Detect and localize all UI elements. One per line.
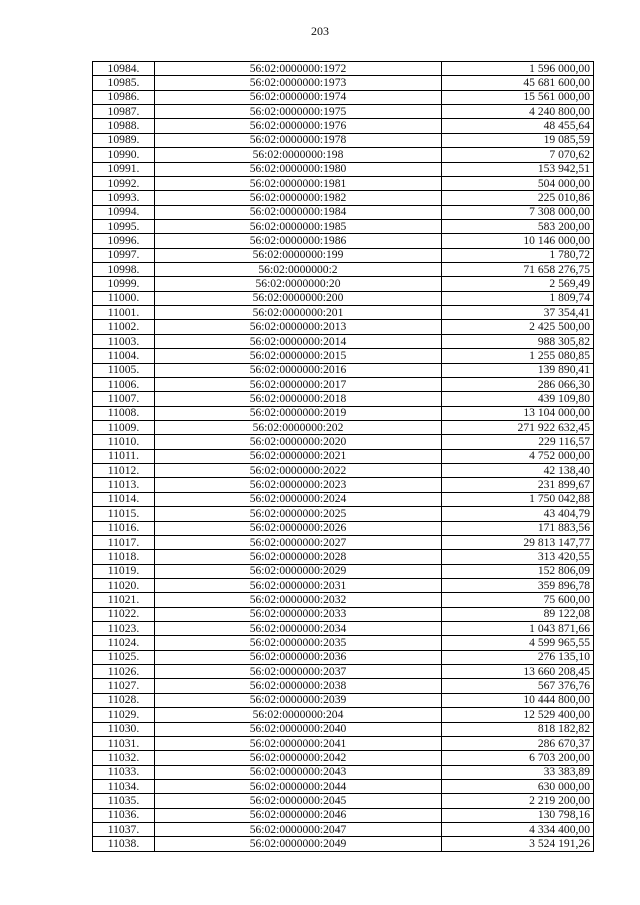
cadastral-number: 56:02:0000000:2029: [155, 564, 442, 578]
table-row: [93, 105, 594, 119]
cadastral-value: 4 599 965,55: [442, 636, 594, 650]
cadastral-number: 56:02:0000000:20: [155, 277, 442, 291]
cadastral-number: 56:02:0000000:1976: [155, 119, 442, 133]
cadastral-number: 56:02:0000000:2025: [155, 507, 442, 521]
row-number: 10991.: [93, 162, 155, 176]
cadastral-number: 56:02:0000000:1984: [155, 205, 442, 219]
row-number: 11016.: [93, 521, 155, 535]
table-row: [93, 363, 594, 377]
table-row: [93, 306, 594, 320]
row-number: 11035.: [93, 794, 155, 808]
row-number: 11021.: [93, 593, 155, 607]
cadastral-number: 56:02:0000000:2018: [155, 392, 442, 406]
cadastral-value: 1 750 042,88: [442, 492, 594, 506]
cadastral-value: 271 922 632,45: [442, 420, 594, 434]
table-row: [93, 736, 594, 750]
row-number: 11014.: [93, 492, 155, 506]
row-number: 11034.: [93, 779, 155, 793]
table-row: [93, 349, 594, 363]
cadastral-number: 56:02:0000000:2044: [155, 779, 442, 793]
cadastral-number: 56:02:0000000:1978: [155, 133, 442, 147]
row-number: 11001.: [93, 306, 155, 320]
row-number: 10985.: [93, 76, 155, 90]
table-row: [93, 708, 594, 722]
cadastral-value: 1 255 080,85: [442, 349, 594, 363]
cadastral-value: 42 138,40: [442, 464, 594, 478]
cadastral-number: 56:02:0000000:2039: [155, 693, 442, 707]
cadastral-number: 56:02:0000000:198: [155, 148, 442, 162]
row-number: 11017.: [93, 535, 155, 549]
cadastral-number: 56:02:0000000:202: [155, 420, 442, 434]
row-number: 11015.: [93, 507, 155, 521]
row-number: 10989.: [93, 133, 155, 147]
cadastral-value: 89 122,08: [442, 607, 594, 621]
cadastral-number: 56:02:0000000:2049: [155, 837, 442, 851]
row-number: 11029.: [93, 708, 155, 722]
row-number: 11024.: [93, 636, 155, 650]
cadastral-number: 56:02:0000000:2035: [155, 636, 442, 650]
cadastral-value: 71 658 276,75: [442, 263, 594, 277]
cadastral-number: 56:02:0000000:1980: [155, 162, 442, 176]
cadastral-value: 276 135,10: [442, 650, 594, 664]
cadastral-number: 56:02:0000000:1981: [155, 176, 442, 190]
table-row: [93, 449, 594, 463]
cadastral-value: 33 383,89: [442, 765, 594, 779]
table-row: [93, 521, 594, 535]
table-row: [93, 478, 594, 492]
cadastral-value: 2 219 200,00: [442, 794, 594, 808]
table-row: [93, 76, 594, 90]
cadastral-number: 56:02:0000000:2021: [155, 449, 442, 463]
row-number: 11009.: [93, 420, 155, 434]
table-body: [93, 62, 594, 852]
cadastral-value: 225 010,86: [442, 191, 594, 205]
cadastral-number: 56:02:0000000:201: [155, 306, 442, 320]
row-number: 11033.: [93, 765, 155, 779]
row-number: 10995.: [93, 219, 155, 233]
row-number: 11004.: [93, 349, 155, 363]
table-row: [93, 607, 594, 621]
row-number: 11026.: [93, 665, 155, 679]
cadastral-value: 153 942,51: [442, 162, 594, 176]
cadastral-number: 56:02:0000000:1973: [155, 76, 442, 90]
cadastral-value: 43 404,79: [442, 507, 594, 521]
table-row: [93, 823, 594, 837]
table-row: [93, 176, 594, 190]
row-number: 11022.: [93, 607, 155, 621]
cadastral-value: 359 896,78: [442, 578, 594, 592]
row-number: 10999.: [93, 277, 155, 291]
table-row: [93, 263, 594, 277]
cadastral-value: 10 146 000,00: [442, 234, 594, 248]
table-row: [93, 650, 594, 664]
table-row: [93, 320, 594, 334]
cadastral-value: 286 066,30: [442, 377, 594, 391]
cadastral-value: 48 455,64: [442, 119, 594, 133]
cadastral-value: 45 681 600,00: [442, 76, 594, 90]
cadastral-number: 56:02:0000000:2028: [155, 550, 442, 564]
row-number: 10998.: [93, 263, 155, 277]
table-row: [93, 90, 594, 104]
table-row: [93, 550, 594, 564]
cadastral-value: 583 200,00: [442, 219, 594, 233]
table-row: [93, 277, 594, 291]
cadastral-number: 56:02:0000000:2034: [155, 622, 442, 636]
table-row: [93, 464, 594, 478]
cadastral-value: 229 116,57: [442, 435, 594, 449]
row-number: 11020.: [93, 578, 155, 592]
cadastral-value: 2 569,49: [442, 277, 594, 291]
table-row: [93, 765, 594, 779]
table-row: [93, 722, 594, 736]
table-row: [93, 248, 594, 262]
row-number: 11005.: [93, 363, 155, 377]
row-number: 11036.: [93, 808, 155, 822]
cadastral-number: 56:02:0000000:2038: [155, 679, 442, 693]
table-row: [93, 593, 594, 607]
cadastral-number: 56:02:0000000:2016: [155, 363, 442, 377]
table-row: [93, 492, 594, 506]
cadastral-number: 56:02:0000000:1985: [155, 219, 442, 233]
cadastral-number: 56:02:0000000:2045: [155, 794, 442, 808]
cadastral-number: 56:02:0000000:2040: [155, 722, 442, 736]
row-number: 11002.: [93, 320, 155, 334]
cadastral-value: 13 660 208,45: [442, 665, 594, 679]
cadastral-number: 56:02:0000000:2047: [155, 823, 442, 837]
row-number: 11000.: [93, 291, 155, 305]
table-row: [93, 291, 594, 305]
cadastral-number: 56:02:0000000:2036: [155, 650, 442, 664]
cadastral-value: 1 780,72: [442, 248, 594, 262]
row-number: 10988.: [93, 119, 155, 133]
cadastral-number: 56:02:0000000:2019: [155, 406, 442, 420]
row-number: 11010.: [93, 435, 155, 449]
cadastral-value: 4 334 400,00: [442, 823, 594, 837]
cadastral-number: 56:02:0000000:2020: [155, 435, 442, 449]
table-row: [93, 119, 594, 133]
row-number: 10984.: [93, 62, 155, 76]
cadastral-value: 152 806,09: [442, 564, 594, 578]
cadastral-number: 56:02:0000000:2014: [155, 334, 442, 348]
row-number: 11013.: [93, 478, 155, 492]
row-number: 10992.: [93, 176, 155, 190]
cadastral-number: 56:02:0000000:204: [155, 708, 442, 722]
table-row: [93, 377, 594, 391]
cadastral-number: 56:02:0000000:2023: [155, 478, 442, 492]
cadastral-value: 1 596 000,00: [442, 62, 594, 76]
cadastral-value: 6 703 200,00: [442, 751, 594, 765]
row-number: 11038.: [93, 837, 155, 851]
cadastral-value: 1 043 871,66: [442, 622, 594, 636]
table-row: [93, 679, 594, 693]
table-row: [93, 564, 594, 578]
cadastral-value: 15 561 000,00: [442, 90, 594, 104]
table-row: [93, 535, 594, 549]
cadastral-value: 2 425 500,00: [442, 320, 594, 334]
cadastral-value: 3 524 191,26: [442, 837, 594, 851]
table-row: [93, 420, 594, 434]
cadastral-number: 56:02:0000000:2017: [155, 377, 442, 391]
table-row: [93, 162, 594, 176]
row-number: 11027.: [93, 679, 155, 693]
cadastral-number: 56:02:0000000:2024: [155, 492, 442, 506]
cadastral-value: 818 182,82: [442, 722, 594, 736]
row-number: 11019.: [93, 564, 155, 578]
cadastral-value: 139 890,41: [442, 363, 594, 377]
table-row: [93, 148, 594, 162]
row-number: 11023.: [93, 622, 155, 636]
table-row: [93, 507, 594, 521]
cadastral-number: 56:02:0000000:1975: [155, 105, 442, 119]
row-number: 10987.: [93, 105, 155, 119]
row-number: 11012.: [93, 464, 155, 478]
row-number: 10986.: [93, 90, 155, 104]
cadastral-value-table: [92, 61, 594, 852]
cadastral-value: 4 752 000,00: [442, 449, 594, 463]
table-row: [93, 191, 594, 205]
table-row: [93, 578, 594, 592]
table-row: [93, 622, 594, 636]
table-row: [93, 751, 594, 765]
table-row: [93, 219, 594, 233]
cadastral-value: 7 308 000,00: [442, 205, 594, 219]
table-row: [93, 62, 594, 76]
table-row: [93, 665, 594, 679]
cadastral-value: 988 305,82: [442, 334, 594, 348]
row-number: 10997.: [93, 248, 155, 262]
table-row: [93, 636, 594, 650]
cadastral-value: 37 354,41: [442, 306, 594, 320]
cadastral-value: 313 420,55: [442, 550, 594, 564]
row-number: 11007.: [93, 392, 155, 406]
cadastral-number: 56:02:0000000:2026: [155, 521, 442, 535]
cadastral-number: 56:02:0000000:2041: [155, 736, 442, 750]
row-number: 11006.: [93, 377, 155, 391]
row-number: 11025.: [93, 650, 155, 664]
row-number: 10996.: [93, 234, 155, 248]
table-row: [93, 334, 594, 348]
cadastral-number: 56:02:0000000:2015: [155, 349, 442, 363]
cadastral-value: 1 809,74: [442, 291, 594, 305]
row-number: 11030.: [93, 722, 155, 736]
cadastral-number: 56:02:0000000:2013: [155, 320, 442, 334]
cadastral-value: 171 883,56: [442, 521, 594, 535]
table-row: [93, 779, 594, 793]
cadastral-value: 13 104 000,00: [442, 406, 594, 420]
cadastral-number: 56:02:0000000:1982: [155, 191, 442, 205]
cadastral-number: 56:02:0000000:2043: [155, 765, 442, 779]
cadastral-number: 56:02:0000000:199: [155, 248, 442, 262]
cadastral-value: 630 000,00: [442, 779, 594, 793]
row-number: 11003.: [93, 334, 155, 348]
cadastral-number: 56:02:0000000:2046: [155, 808, 442, 822]
cadastral-number: 56:02:0000000:2031: [155, 578, 442, 592]
table-row: [93, 205, 594, 219]
row-number: 10990.: [93, 148, 155, 162]
cadastral-value: 10 444 800,00: [442, 693, 594, 707]
cadastral-value: 286 670,37: [442, 736, 594, 750]
cadastral-number: 56:02:0000000:2042: [155, 751, 442, 765]
cadastral-value: 29 813 147,77: [442, 535, 594, 549]
row-number: 11032.: [93, 751, 155, 765]
cadastral-value: 12 529 400,00: [442, 708, 594, 722]
table-row: [93, 234, 594, 248]
table-row: [93, 808, 594, 822]
cadastral-number: 56:02:0000000:1974: [155, 90, 442, 104]
row-number: 11018.: [93, 550, 155, 564]
table-row: [93, 406, 594, 420]
cadastral-number: 56:02:0000000:1986: [155, 234, 442, 248]
cadastral-value: 75 600,00: [442, 593, 594, 607]
cadastral-value: 439 109,80: [442, 392, 594, 406]
cadastral-number: 56:02:0000000:2037: [155, 665, 442, 679]
table-row: [93, 435, 594, 449]
cadastral-number: 56:02:0000000:200: [155, 291, 442, 305]
cadastral-value: 567 376,76: [442, 679, 594, 693]
table-row: [93, 837, 594, 851]
row-number: 10993.: [93, 191, 155, 205]
table-row: [93, 693, 594, 707]
cadastral-number: 56:02:0000000:2027: [155, 535, 442, 549]
cadastral-value: 19 085,59: [442, 133, 594, 147]
cadastral-value: 4 240 800,00: [442, 105, 594, 119]
cadastral-number: 56:02:0000000:2032: [155, 593, 442, 607]
table-row: [93, 133, 594, 147]
table-row: [93, 794, 594, 808]
page-number: 203: [311, 24, 329, 38]
cadastral-value: 130 798,16: [442, 808, 594, 822]
row-number: 11011.: [93, 449, 155, 463]
cadastral-number: 56:02:0000000:2033: [155, 607, 442, 621]
cadastral-value: 504 000,00: [442, 176, 594, 190]
row-number: 11028.: [93, 693, 155, 707]
cadastral-number: 56:02:0000000:2022: [155, 464, 442, 478]
table-row: [93, 392, 594, 406]
row-number: 11008.: [93, 406, 155, 420]
cadastral-value: 231 899,67: [442, 478, 594, 492]
cadastral-number: 56:02:0000000:2: [155, 263, 442, 277]
row-number: 11037.: [93, 823, 155, 837]
row-number: 11031.: [93, 736, 155, 750]
row-number: 10994.: [93, 205, 155, 219]
cadastral-value: 7 070,62: [442, 148, 594, 162]
cadastral-number: 56:02:0000000:1972: [155, 62, 442, 76]
